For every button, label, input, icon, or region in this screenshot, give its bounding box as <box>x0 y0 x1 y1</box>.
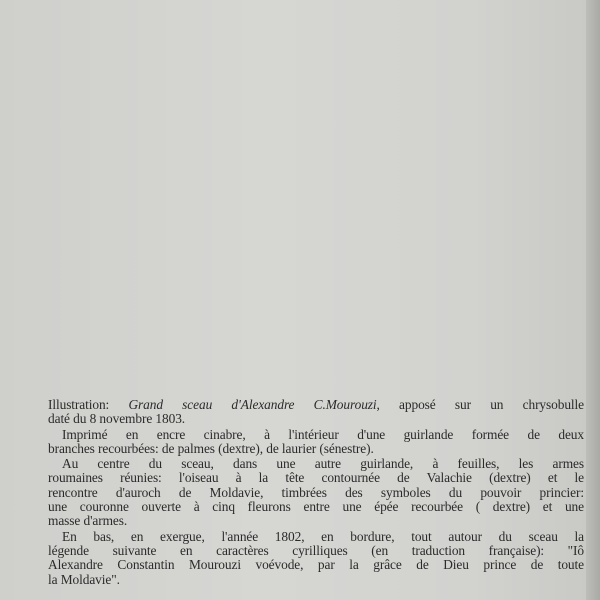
caption-line: une couronne ouverte à cinq fleurons entre une épée recourbée ( dextre) et une <box>48 499 584 515</box>
caption-text: , apposé sur un chrysobulle <box>376 397 585 412</box>
caption-paragraph-2 <box>48 428 584 457</box>
caption-line: branches recourbées: de palmes (dextre), de laurier (sénestre). <box>48 440 374 456</box>
caption-paragraph-3 <box>48 457 584 528</box>
caption-line <box>48 398 584 412</box>
caption-line: daté du 8 novembre 1803. <box>48 411 186 427</box>
caption-line: rencontre d'auroch de Moldavie, timbrées des symboles du pouvoir princier: <box>48 484 584 500</box>
caption-line: masse d'armes. <box>48 513 128 529</box>
caption-line: Alexandre Constantin Mourouzi voévode, par la grâce de Dieu prince de toute <box>48 557 584 573</box>
caption-title: Grand sceau d'Alexandre C.Mourouzi <box>128 397 377 412</box>
caption-line: roumaines réunies: l'oiseau à la tête contournée de Valachie (dextre) et le <box>48 470 584 486</box>
caption-line: la Moldavie". <box>48 571 120 587</box>
caption-paragraph-4 <box>48 530 584 587</box>
caption-line: légende suivante en caractères cyrilliques (en traduction française): "Iô <box>48 542 584 558</box>
illustration-caption <box>48 398 584 588</box>
page-edge <box>586 0 600 600</box>
caption-line: Au centre du sceau, dans une autre guirlande, à feuilles, les armes <box>62 456 584 472</box>
caption-label: Illustration: <box>48 397 110 412</box>
caption-line: En bas, en exergue, l'année 1802, en bordure, tout autour du sceau la <box>62 528 584 544</box>
caption-line: Imprimé en encre cinabre, à l'intérieur d'une guirlande formée de deux <box>62 426 584 442</box>
caption-paragraph-1 <box>48 398 584 427</box>
